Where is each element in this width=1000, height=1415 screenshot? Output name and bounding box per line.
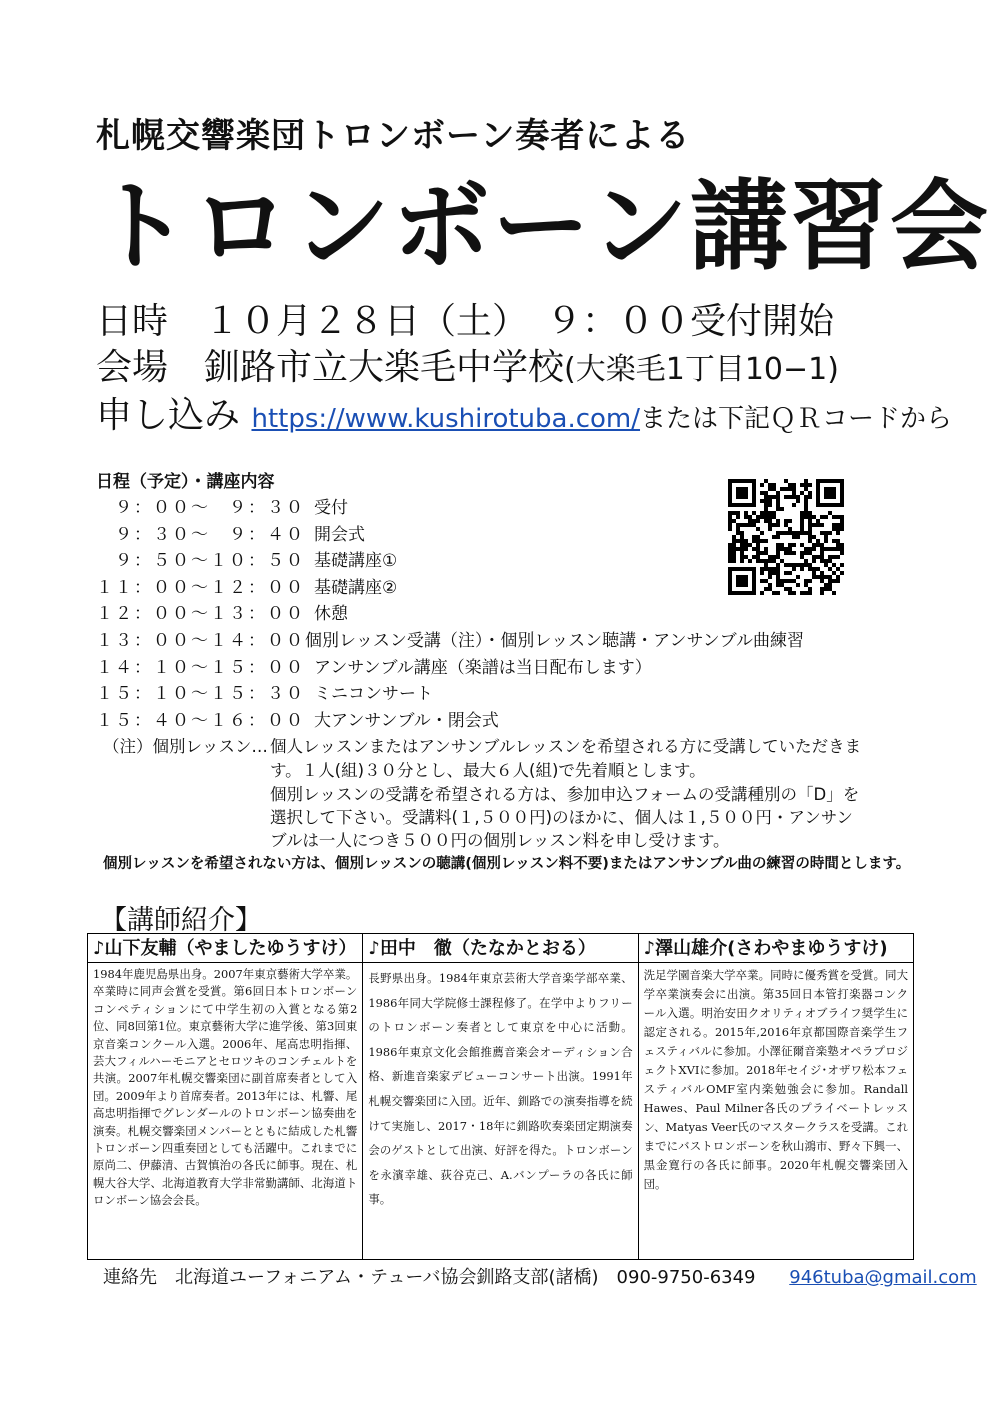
footer-contact <box>103 1263 977 1289</box>
schedule-time: ９：３０〜 ９：４０ <box>96 524 305 545</box>
subtitle: 札幌交響楽団トロンボーン奏者による <box>96 116 691 156</box>
schedule-row <box>96 681 736 708</box>
instructor-name: ♪田中 徹（たなかとおる） <box>363 936 637 963</box>
schedule-item: 大アンサンブル・閉会式 <box>314 710 499 731</box>
instructor-cell <box>638 934 913 1260</box>
venue-line <box>96 346 839 392</box>
apply-link[interactable]: https://www.kushirotuba.com/ <box>251 404 641 434</box>
note-line-4: 選択して下さい。受講料(１,５００円)のほかに、個人は１,５００円・アンサン <box>270 808 853 827</box>
schedule-item: 開会式 <box>314 524 365 545</box>
venue-label: 会場 <box>96 347 169 388</box>
instructor-name: ♪山下友輔（やましたゆうすけ） <box>88 936 362 963</box>
contact-text: 連絡先 北海道ユーフォニアム・テューバ協会釧路支部(諸橋) 090-9750-6349 <box>103 1267 756 1288</box>
apply-label: 申し込み <box>96 395 241 436</box>
note-bold: 個別レッスンを希望されない方は、個別レッスンの聴講(個別レッスン料不要)またはアンサンブル曲の練習の時間とします。 <box>103 856 911 872</box>
instructor-bio: 1984年鹿児島県出身。2007年東京藝術大学卒業。卒業時に同声会賞を受賞。第6回日本トロンボーンコンペティションにて中学生初の入賞となる第2位、同8回第1位。東京藝術大学に進学後、第3回東京音楽コンクール入選。2006年、尾高忠明指揮、芸大フィルハーモニアとセロツキのコンチェルトを共演。2007年札幌交響楽団に副首席奏者として入団。2009年より首席奏者。2013年には、札響、尾高忠明指揮でグレンダールのトロンボーン協奏曲を演奏。札幌交響楽団メンバーとともに結成した札響トロンボーン四重奏団としても活躍中。これまでに原尚二、伊藤清、古賀慎治の各氏に師事。現在、札幌大谷大学、北海道教育大学非常勤講師、北海道トロンボーン協会会長。 <box>93 967 358 1208</box>
schedule-item: 受付 <box>314 498 348 518</box>
note-line-1: 個人レッスンまたはアンサンブルレッスンを希望される方に受講していただきま <box>270 737 862 756</box>
datetime-line <box>96 300 834 344</box>
schedule-heading: 日程（予定）・講座内容 <box>96 472 275 492</box>
instructor-bio: 長野県出身。1984年東京芸術大学音楽学部卒業、1986年同大学院修士課程修了。在学中よりフリーのトロンボーン奏者として東京を中心に活動。1986年東京文化会館推薦音楽会オーディション合格、新進音楽家デビューコンサート出演。1991年札幌交響楽団に入団。近年、釧路での演奏指導を続けて実施し、2017・18年に釧路吹奏楽団定期演奏会のゲストとして出演、好評を得た。トロンボーンを永濱幸雄、荻谷克己、A.バンプーラの各氏に師事。 <box>368 971 633 1207</box>
schedule-item: 基礎講座② <box>314 577 398 598</box>
schedule-time: ９：００〜 ９：３０ <box>96 498 305 518</box>
schedule-item: 個別レッスン受講（注）・個別レッスン聴講・アンサンブル曲練習 <box>305 630 804 651</box>
venue-address: (大楽毛1丁目10−1) <box>564 352 839 387</box>
schedule-time: １５：１０〜１５：３０ <box>96 684 305 705</box>
schedule-time: １４：１０〜１５：００ <box>96 657 305 678</box>
schedule-row <box>96 522 736 549</box>
datetime-value: １０月２８日（土） ９：００受付開始 <box>204 301 835 342</box>
schedule-row <box>96 628 804 655</box>
schedule-row <box>96 655 736 682</box>
schedule-item: 基礎講座① <box>314 551 398 572</box>
schedule-item: 休憩 <box>314 604 348 625</box>
schedule-time: ９：５０〜１０：５０ <box>96 551 305 572</box>
note-line-5: ブルは一人につき５００円の個別レッスン料を申し受けます。 <box>270 831 730 850</box>
note-line-3: 個別レッスンの受講を希望される方は、参加申込フォームの受講種別の「D」を <box>270 785 860 804</box>
instructor-bio: 洗足学園音楽大学卒業。同時に優秀賞を受賞。同大学卒業演奏会に出演。第35回日本管打楽器コンクール入選。明治安田クオリティオブライフ奨学生に認定される。2015年,2016年京都国際音楽学生フェスティバルに参加。小澤征爾音楽塾オペラプロジェクトXVIに参加。2018年セイジ･オザワ松本フェスティバルOMF室内楽勉強会に参加。Randall Hawes、Paul Milner各氏のプライベートレッスン、Matyas Veer氏のマスタークラスを受講。これまでにバストロンボーンを秋山鴻市、野々下興一、黒金寛行の各氏に師事。2020年札幌交響楽団入団。 <box>643 968 908 1191</box>
schedule-list <box>96 495 804 734</box>
instructors-heading: 【講師紹介】 <box>100 905 262 936</box>
instructor-name: ♪澤山雄介(さわやまゆうすけ) <box>639 936 913 963</box>
apply-suffix: または下記ＱＲコードから <box>640 404 953 434</box>
instructor-cell <box>363 934 638 1260</box>
instructor-cell <box>88 934 363 1260</box>
note-label: （注）個別レッスン… <box>103 737 268 756</box>
schedule-time: １５：４０〜１６：００ <box>96 710 305 731</box>
page-title: トロンボーン講習会 <box>92 170 991 284</box>
schedule-row <box>96 708 736 735</box>
note-line-2: す。１人(組)３０分とし、最大６人(組)で先着順とします。 <box>270 761 706 780</box>
venue-value: 釧路市立大楽毛中学校 <box>204 347 565 388</box>
schedule-row <box>96 495 736 522</box>
schedule-item: アンサンブル講座（楽譜は当日配布します） <box>314 657 652 678</box>
schedule-time: １２：００〜１３：００ <box>96 604 305 625</box>
schedule-row <box>96 548 736 575</box>
schedule-row <box>96 601 736 628</box>
apply-line <box>96 394 952 441</box>
datetime-label: 日時 <box>96 301 169 342</box>
schedule-item: ミニコンサート <box>314 684 433 705</box>
instructors-table <box>87 933 914 1260</box>
schedule-row <box>96 575 736 602</box>
qr-code-icon[interactable] <box>728 479 844 595</box>
contact-email-link[interactable]: 946tuba@gmail.com <box>789 1267 977 1288</box>
schedule-time: １３：００〜１４：００ <box>96 630 305 651</box>
schedule-time: １１：００〜１２：００ <box>96 577 305 598</box>
